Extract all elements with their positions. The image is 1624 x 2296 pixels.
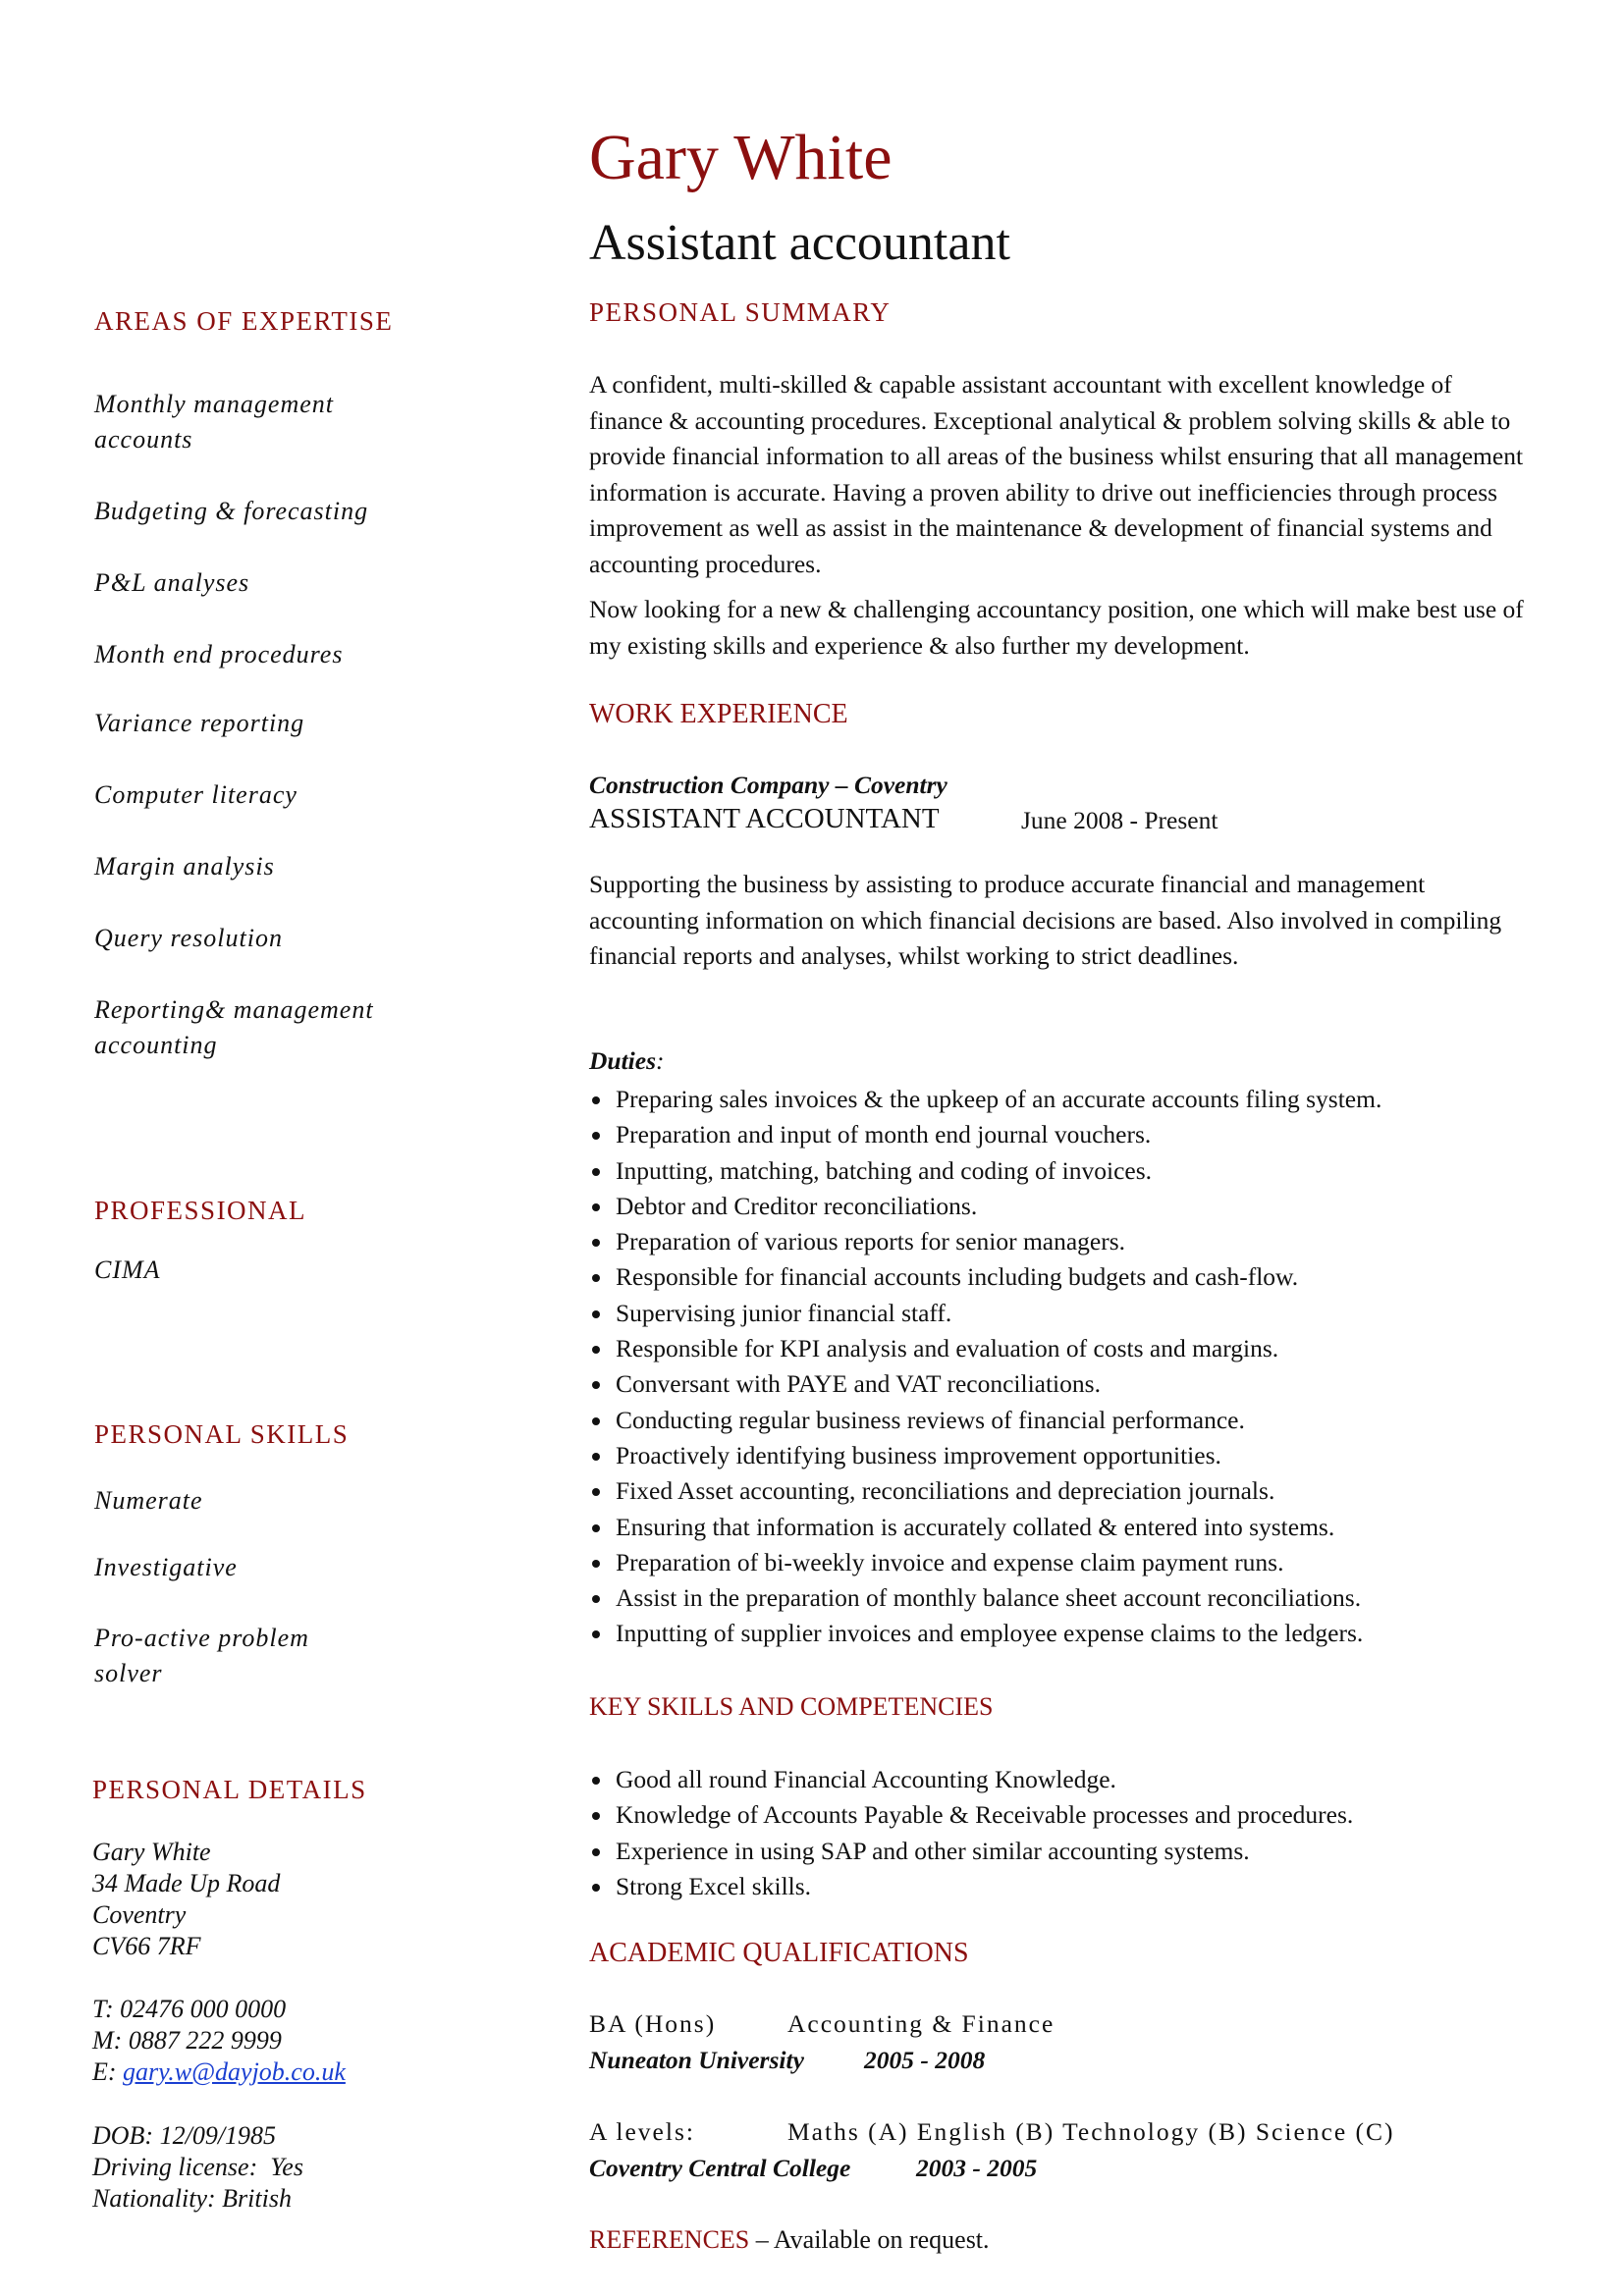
address-line: 34 Made Up Road: [92, 1869, 281, 1897]
list-item: Good all round Financial Accounting Knowledge.: [589, 1762, 1353, 1797]
university-name: Nuneaton University: [589, 2046, 804, 2074]
college-dates: 2003 - 2005: [916, 2154, 1038, 2182]
role-description: Supporting the business by assisting to produce accurate financial and management accounting information on which financial decisions are based. Also involved in compiling financial reports and analyses, whilst working to strict deadlines.: [589, 870, 1502, 970]
list-item: Strong Excel skills.: [589, 1869, 1353, 1904]
list-item: Computer literacy: [94, 780, 298, 809]
alevels-label: A levels:: [589, 2117, 695, 2146]
contact-block: [92, 1994, 346, 2088]
references-text: – Available on request.: [755, 2225, 990, 2254]
alevels-subjects: Maths (A) English (B) Technology (B) Science (C): [787, 2117, 1395, 2146]
list-item: Query resolution: [94, 924, 283, 952]
duties-label: Duties:: [589, 1046, 665, 1075]
telephone: T: 02476 000 0000: [92, 1995, 287, 2023]
professional-heading: PROFESSIONAL: [94, 1196, 307, 1225]
list-item: Conducting regular business reviews of financial performance.: [589, 1403, 1381, 1438]
list-item: Ensuring that information is accurately collated & entered into systems.: [589, 1510, 1381, 1545]
address-line: Coventry: [92, 1900, 187, 1929]
summary-paragraph: A confident, multi-skilled & capable assistant accountant with excellent knowledge of finance & accounting procedures. Exceptional analytical & problem solving skills & able to provide financial information to all areas of the business whilst ensuring that all management information is accurate. Having a proven ability to drive out inefficiencies through process improvement as well as assist in the maintenance & development of financial systems and accounting procedures.: [589, 370, 1524, 578]
driving-license: Driving license: Yes: [92, 2153, 303, 2181]
key-skills-heading: KEY SKILLS AND COMPETENCIES: [589, 1692, 994, 1721]
list-item: Debtor and Creditor reconciliations.: [589, 1189, 1381, 1224]
experience-heading: WORK EXPERIENCE: [589, 699, 848, 729]
address-line: CV66 7RF: [92, 1932, 201, 1960]
role-title: ASSISTANT ACCOUNTANT: [589, 803, 940, 834]
references-line: [589, 2225, 990, 2255]
email-line: [92, 2056, 346, 2088]
list-item: Experience in using SAP and other similar accounting systems.: [589, 1834, 1353, 1869]
nationality: Nationality: British: [92, 2184, 292, 2213]
list-item: Conversant with PAYE and VAT reconciliations.: [589, 1366, 1381, 1402]
university-dates: 2005 - 2008: [864, 2046, 986, 2074]
academic-heading: ACADEMIC QUALIFICATIONS: [589, 1938, 969, 1968]
mobile: M: 0887 222 9999: [92, 2026, 282, 2055]
degree-title: BA (Hons): [589, 2009, 717, 2038]
list-item: Proactively identifying business improvement opportunities.: [589, 1438, 1381, 1473]
list-item: Investigative: [94, 1553, 238, 1581]
summary-heading: PERSONAL SUMMARY: [589, 297, 892, 327]
address-block: [92, 1837, 280, 1962]
list-item: Margin analysis: [94, 852, 275, 881]
list-item: Inputting, matching, batching and coding of invoices.: [589, 1153, 1381, 1189]
list-item: Variance reporting: [94, 709, 305, 737]
degree-subject: Accounting & Finance: [787, 2009, 1056, 2038]
address-line: Gary White: [92, 1838, 211, 1866]
company-name: Construction Company – Coventry: [589, 771, 947, 799]
list-item: Preparation and input of month end journal vouchers.: [589, 1117, 1381, 1152]
candidate-name: Gary White: [589, 122, 893, 193]
personal-details-heading: PERSONAL DETAILS: [92, 1775, 367, 1804]
summary-paragraph: Now looking for a new & challenging accountancy position, one which will make best use of my existing skills and experience & also further my development.: [589, 595, 1524, 660]
duties-list: [589, 1082, 1381, 1652]
list-item: Responsible for KPI analysis and evaluation of costs and margins.: [589, 1331, 1381, 1366]
list-item: CIMA: [94, 1255, 161, 1284]
list-item: Reporting& management accounting: [94, 995, 374, 1059]
personal-skills-heading: PERSONAL SKILLS: [94, 1419, 350, 1449]
list-item: Preparation of various reports for senior managers.: [589, 1224, 1381, 1259]
list-item: Inputting of supplier invoices and employee expense claims to the ledgers.: [589, 1616, 1381, 1651]
list-item: Budgeting & forecasting: [94, 497, 369, 525]
list-item: P&L analyses: [94, 568, 250, 597]
references-heading: REFERENCES: [589, 2225, 750, 2254]
job-title: Assistant accountant: [589, 215, 1010, 271]
list-item: Assist in the preparation of monthly balance sheet account reconciliations.: [589, 1580, 1381, 1616]
list-item: Numerate: [94, 1486, 203, 1515]
list-item: Supervising junior financial staff.: [589, 1296, 1381, 1331]
date-of-birth: DOB: 12/09/1985: [92, 2121, 277, 2150]
college-name: Coventry Central College: [589, 2154, 851, 2182]
list-item: Preparing sales invoices & the upkeep of an accurate accounts filing system.: [589, 1082, 1381, 1117]
list-item: Knowledge of Accounts Payable & Receivable processes and procedures.: [589, 1797, 1353, 1833]
personal-info-block: [92, 2120, 303, 2215]
professional-list: [94, 1253, 428, 1288]
email-link[interactable]: gary.w@dayjob.co.uk: [123, 2057, 346, 2086]
key-skills-list: [589, 1762, 1353, 1904]
list-item: Responsible for financial accounts including budgets and cash-flow.: [589, 1259, 1381, 1295]
expertise-heading: AREAS OF EXPERTISE: [94, 306, 394, 336]
personal-skills-list: [94, 1483, 369, 1691]
expertise-list: [94, 387, 428, 1063]
list-item: Monthly management accounts: [94, 390, 335, 454]
email-label: E:: [92, 2057, 117, 2086]
list-item: Fixed Asset accounting, reconciliations and depreciation journals.: [589, 1473, 1381, 1509]
list-item: Preparation of bi-weekly invoice and expense claim payment runs.: [589, 1545, 1381, 1580]
role-dates: June 2008 - Present: [1021, 806, 1218, 834]
list-item: Pro-active problem solver: [94, 1624, 309, 1687]
list-item: Month end procedures: [94, 640, 344, 668]
